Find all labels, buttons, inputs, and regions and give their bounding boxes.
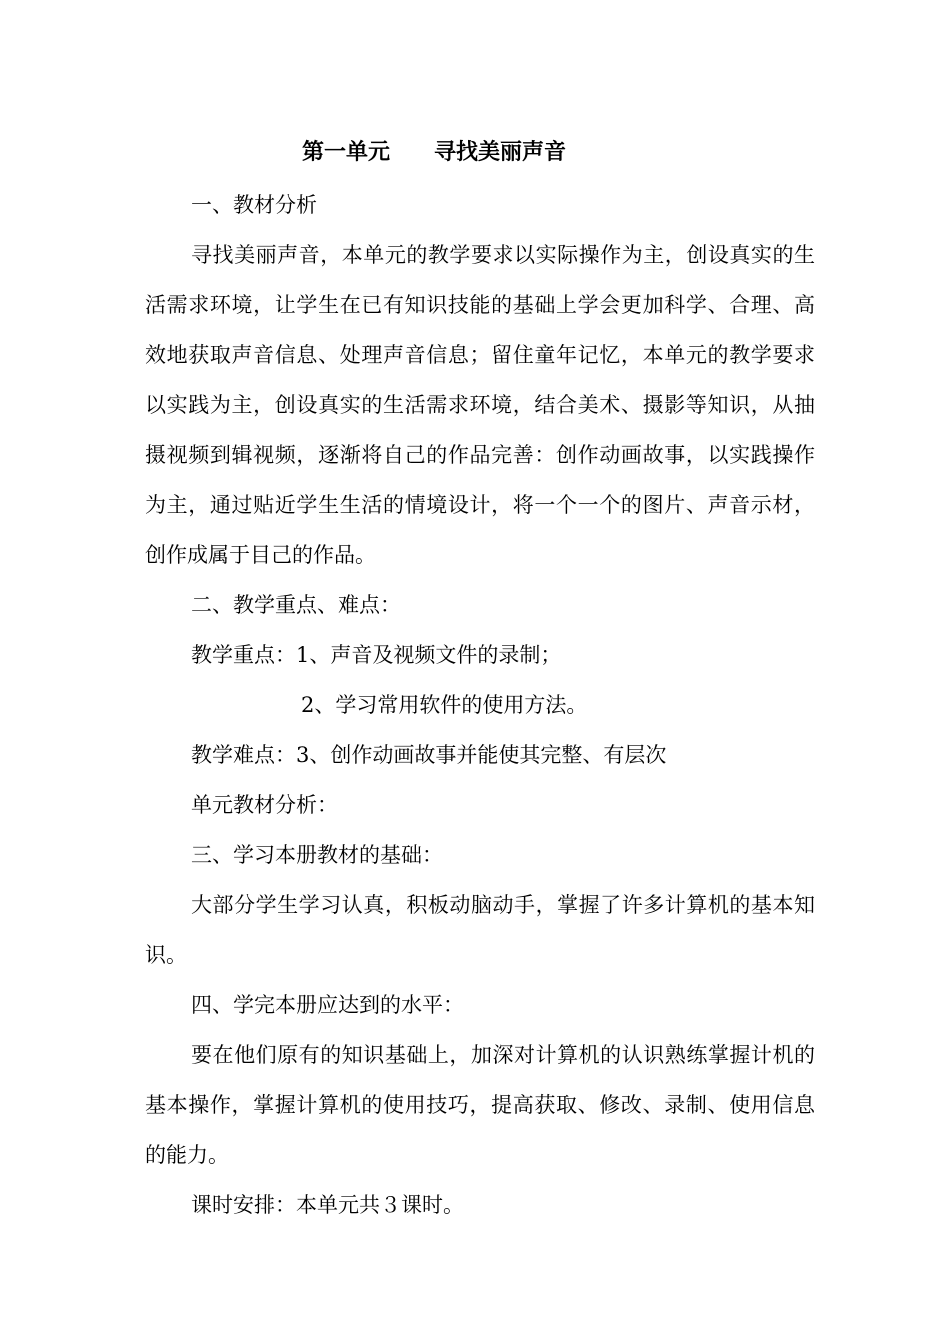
key-point-2: 2、学习常用软件的使用方法。 bbox=[301, 693, 588, 717]
section-heading-foundation: 三、学习本册教材的基础： bbox=[191, 843, 443, 867]
difficult-point: 教学难点：3、创作动画故事并能使其完整、有层次 bbox=[191, 743, 667, 767]
section-heading-unit-analysis: 单元教材分析： bbox=[191, 793, 338, 817]
section-heading-textbook-analysis: 一、教材分析 bbox=[191, 193, 317, 217]
section-heading-target-level: 四、学完本册应达到的水平： bbox=[191, 993, 464, 1017]
document-body bbox=[145, 180, 815, 1230]
paragraph-schedule: 课时安排：本单元共３课时。 bbox=[191, 1193, 464, 1217]
paragraph-foundation: 大部分学生学习认真，积板动脑动手，掌握了许多计算机的基本知识。 bbox=[145, 893, 815, 967]
paragraph-unit-overview: 寻找美丽声音，本单元的教学要求以实际操作为主，创设真实的生活需求环境，让学生在已有知识技能的基础上学会更加科学、合理、高效地获取声音信息、处理声音信息；留住童年记忆，本单元的教学要求以实践为主，创设真实的生活需求环境，结合美术、摄影等知识，从抽摄视频到辑视频，逐渐将自己的作品完善：创作动画故事，以实践操作为主，通过贴近学生生活的情境设计，将一个一个的图片、声音示材，创作成属于目己的作品。 bbox=[145, 243, 815, 567]
key-point-1: 教学重点：1、声音及视频文件的录制； bbox=[191, 643, 562, 667]
section-heading-key-points: 二、教学重点、难点： bbox=[191, 593, 401, 617]
document-title: 第一单元 寻找美丽声音 bbox=[302, 139, 567, 165]
paragraph-target-level: 要在他们原有的知识基础上，加深对计算机的认识熟练掌握计机的基本操作，掌握计算机的使用技巧，提高获取、修改、录制、使用信息的能力。 bbox=[145, 1043, 815, 1167]
